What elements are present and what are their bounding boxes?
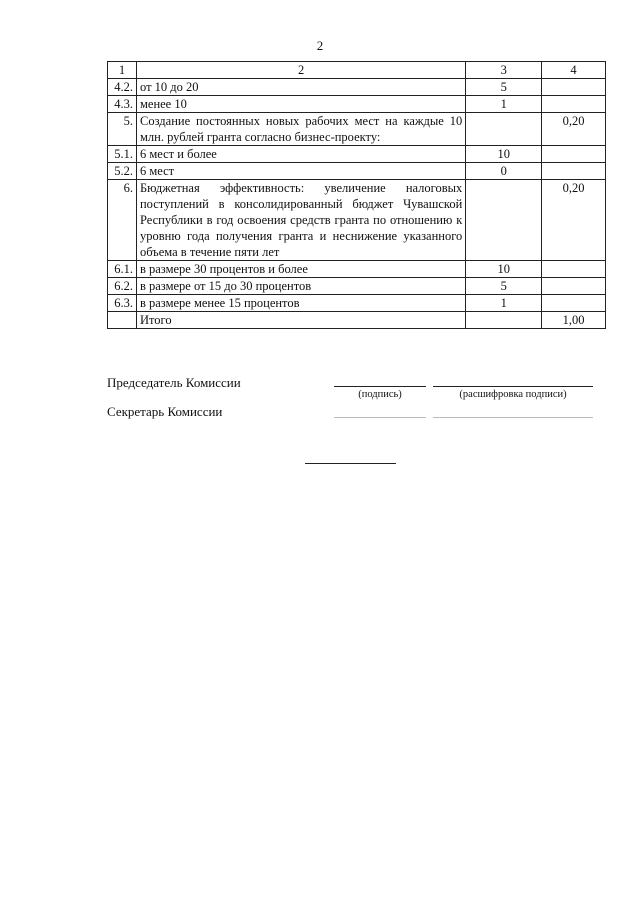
row-number-cell: 6.3. — [108, 295, 137, 312]
chairman-label: Председатель Комиссии — [107, 375, 241, 390]
row-number-cell: 6.2. — [108, 278, 137, 295]
table-row — [108, 79, 606, 96]
criteria-table-body — [108, 62, 606, 329]
table-header-row — [108, 62, 606, 79]
row-number-cell: 4.3. — [108, 96, 137, 113]
table-row — [108, 113, 606, 146]
row-weight-cell — [542, 278, 606, 295]
row-number-cell: 6. — [108, 180, 137, 261]
row-text-cell: Создание постоянных новых рабочих мест на каждые 10 млн. рублей гранта согласно бизнес-проекту: — [136, 113, 465, 146]
row-number-cell: 5.1. — [108, 146, 137, 163]
table-row — [108, 96, 606, 113]
page-number: 2 — [316, 38, 324, 53]
table-row — [108, 146, 606, 163]
row-weight-cell: 0,20 — [542, 180, 606, 261]
chairman-signature-line — [334, 386, 426, 387]
row-number-cell: 5.2. — [108, 163, 137, 180]
row-points-cell: 0 — [466, 163, 542, 180]
row-points-cell: 1 — [466, 295, 542, 312]
secretary-label: Секретарь Комиссии — [107, 404, 223, 419]
row-text-cell: в размере 30 процентов и более — [136, 261, 465, 278]
table-row — [108, 312, 606, 329]
table-row — [108, 295, 606, 312]
header-cell: 2 — [136, 62, 465, 79]
chairman-decoding-line — [433, 386, 593, 387]
secretary-signature-line — [334, 417, 426, 418]
row-text-cell: менее 10 — [136, 96, 465, 113]
row-weight-cell: 1,00 — [542, 312, 606, 329]
row-text-cell: 6 мест — [136, 163, 465, 180]
row-weight-cell — [542, 261, 606, 278]
row-points-cell: 5 — [466, 278, 542, 295]
row-points-cell: 1 — [466, 96, 542, 113]
header-cell: 1 — [108, 62, 137, 79]
row-number-cell — [108, 312, 137, 329]
end-divider — [305, 463, 396, 464]
header-cell: 4 — [542, 62, 606, 79]
table-row — [108, 261, 606, 278]
row-text-cell: в размере от 15 до 30 процентов — [136, 278, 465, 295]
table-row — [108, 180, 606, 261]
criteria-table — [107, 61, 606, 329]
row-weight-cell: 0,20 — [542, 113, 606, 146]
table-row — [108, 163, 606, 180]
row-weight-cell — [542, 96, 606, 113]
row-number-cell: 6.1. — [108, 261, 137, 278]
row-text-cell: 6 мест и более — [136, 146, 465, 163]
row-points-cell — [466, 113, 542, 146]
row-number-cell: 5. — [108, 113, 137, 146]
row-points-cell: 10 — [466, 261, 542, 278]
secretary-decoding-line — [433, 417, 593, 418]
row-weight-cell — [542, 163, 606, 180]
row-text-cell: в размере менее 15 процентов — [136, 295, 465, 312]
row-number-cell: 4.2. — [108, 79, 137, 96]
header-cell: 3 — [466, 62, 542, 79]
row-text-cell: от 10 до 20 — [136, 79, 465, 96]
row-points-cell — [466, 180, 542, 261]
row-points-cell — [466, 312, 542, 329]
table-row — [108, 278, 606, 295]
row-text-cell: Итого — [136, 312, 465, 329]
row-weight-cell — [542, 79, 606, 96]
row-text-cell: Бюджетная эффективность: увеличение налоговых поступлений в консолидированный бюджет Чувашской Республики в год освоения средств гранта по отношению к уровню года получения гранта и неснижение указанного объема в течение пяти лет — [136, 180, 465, 261]
row-weight-cell — [542, 146, 606, 163]
signature-caption: (подпись) — [358, 389, 402, 400]
row-weight-cell — [542, 295, 606, 312]
decoding-caption: (расшифровка подписи) — [459, 389, 567, 400]
row-points-cell: 5 — [466, 79, 542, 96]
row-points-cell: 10 — [466, 146, 542, 163]
